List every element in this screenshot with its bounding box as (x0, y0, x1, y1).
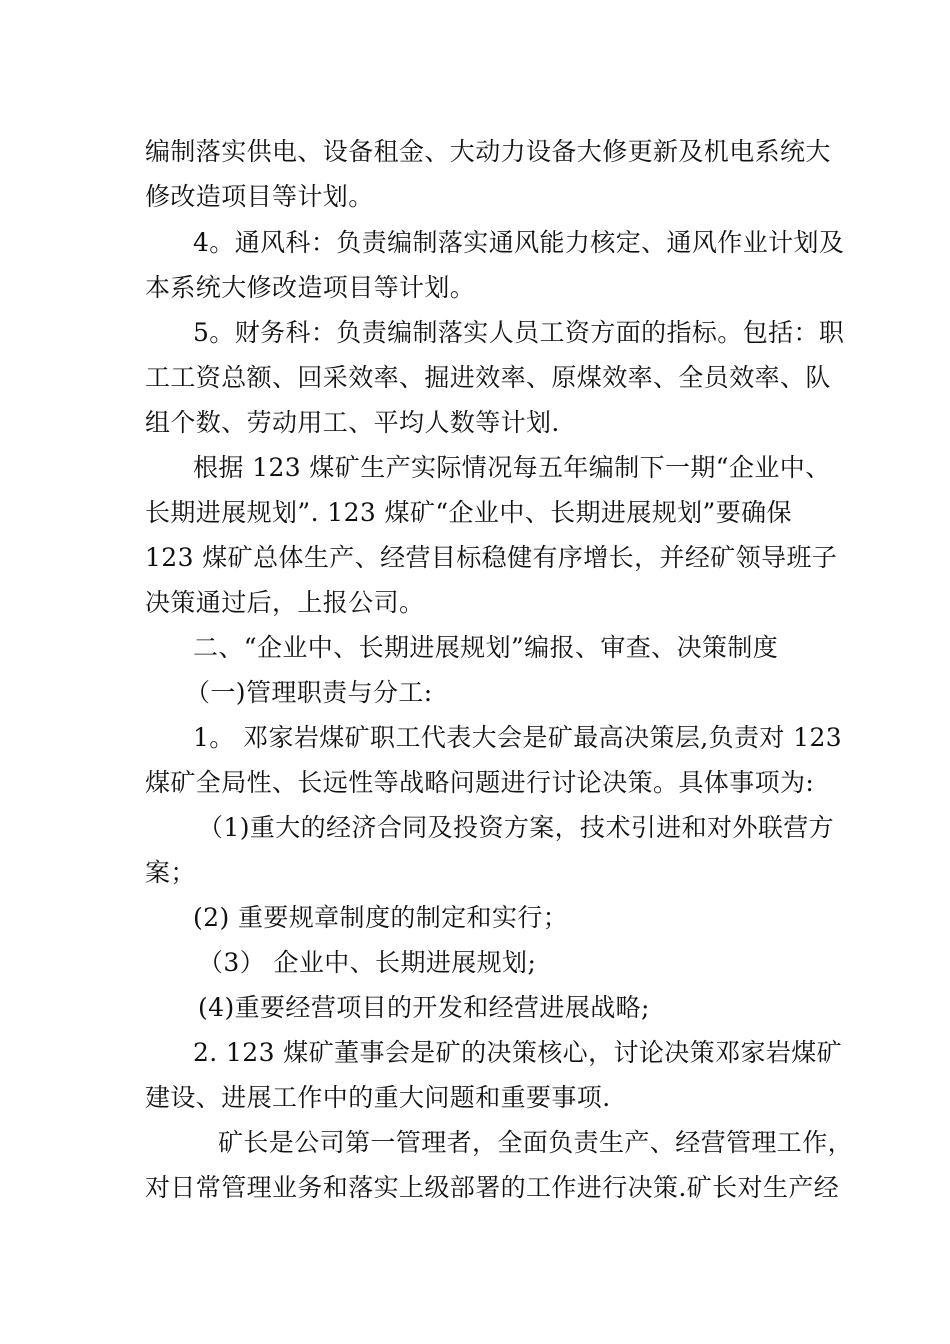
text-line: 2. 123 煤矿董事会是矿的决策核心，讨论决策邓家岩煤矿 (193, 1038, 843, 1067)
text-line: 建设、进展工作中的重大问题和重要事项. (145, 1083, 611, 1112)
text-line: 组个数、劳动用工、平均人数等计划. (145, 408, 560, 437)
text-line: 煤矿全局性、长远性等战略问题进行讨论决策。具体事项为: (145, 768, 815, 797)
text-line: 工工资总额、回采效率、掘进效率、原煤效率、全员效率、队 (145, 363, 831, 392)
text-line: 对日常管理业务和落实上级部署的工作进行决策.矿长对生产经 (145, 1173, 840, 1202)
text-line: 长期进展规划”. 123 煤矿“企业中、长期进展规划”要确保 (145, 498, 792, 527)
text-line: 决策通过后，上报公司。 (145, 588, 425, 617)
text-line: 编制落实供电、设备租金、大动力设备大修更新及机电系统大 (145, 137, 831, 166)
text-line: 矿长是公司第一管理者，全面负责生产、经营管理工作， (218, 1128, 854, 1157)
text-line: (4)重要经营项目的开发和经营进展战略; (198, 993, 650, 1022)
text-line: 本系统大修改造项目等计划。 (145, 273, 476, 302)
text-line: 根据 123 煤矿生产实际情况每五年编制下一期“企业中、 (193, 453, 831, 482)
text-line: 案； (145, 858, 196, 887)
text-line: (2) 重要规章制度的制定和实行； (193, 903, 569, 932)
text-line: 修改造项目等计划。 (145, 182, 374, 211)
text-line: 4。通风科：负责编制落实通风能力核定、通风作业计划及 (193, 228, 845, 257)
text-line: （1)重大的经济合同及投资方案，技术引进和对外联营方 (198, 813, 835, 842)
text-line: （3） 企业中、长期进展规划; (198, 948, 537, 977)
subsection-heading: （一)管理职责与分工: (185, 678, 433, 707)
text-line: 1。 邓家岩煤矿职工代表大会是矿最高决策层,负责对 123 (193, 723, 843, 752)
text-line: 5。财务科：负责编制落实人员工资方面的指标。包括：职 (193, 318, 845, 347)
section-heading: 二、“企业中、长期进展规划”编报、审查、决策制度 (193, 633, 779, 662)
text-line: 123 煤矿总体生产、经营目标稳健有序增长，并经矿领导班子 (145, 543, 838, 572)
